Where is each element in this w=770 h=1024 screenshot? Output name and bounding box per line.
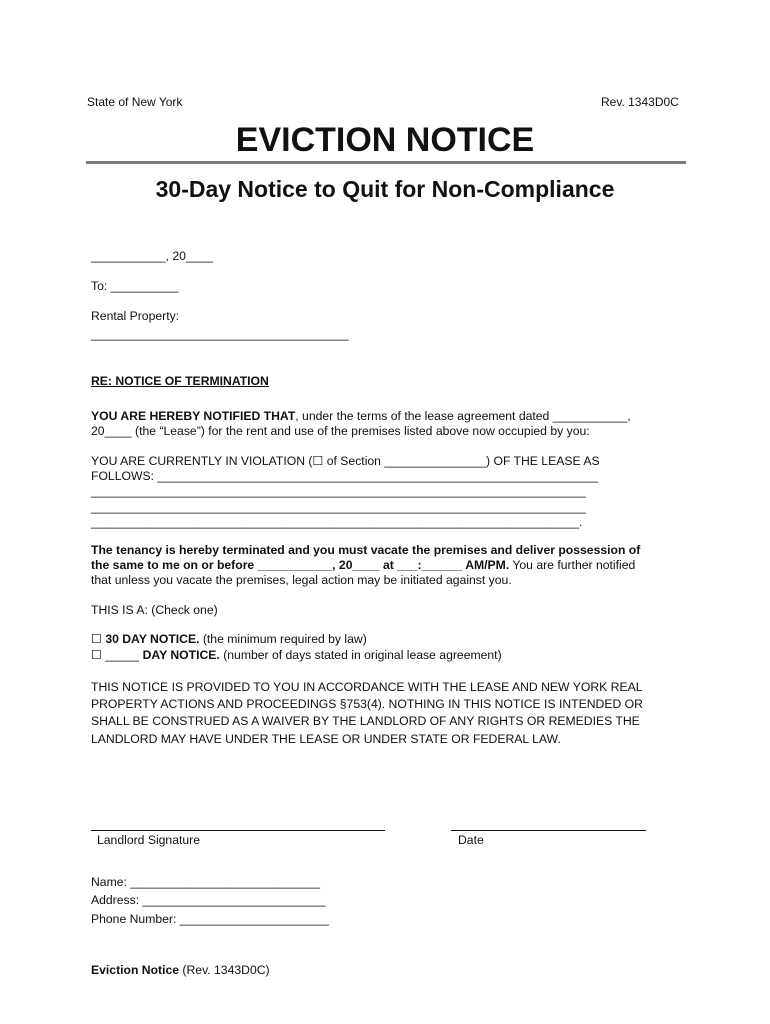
- footer: [91, 963, 270, 978]
- phone-field[interactable]: Phone Number: ______________________: [91, 912, 329, 926]
- revision-label: Rev. 1343D0C: [601, 95, 679, 109]
- option-30-day-label: 30 DAY NOTICE.: [105, 632, 200, 646]
- checkbox-icon[interactable]: ☐: [91, 632, 106, 646]
- violation-line-5: ________________________________________________________________________.: [91, 515, 583, 529]
- tenancy-line-3: that unless you vacate the premises, legal action may be initiated against you.: [91, 573, 512, 587]
- date-signature-line[interactable]: [451, 830, 646, 831]
- tenancy-rest: You are further notified: [509, 558, 636, 572]
- option-30-day[interactable]: [91, 632, 367, 647]
- option-custom-day-note: (number of days stated in original lease agreement): [219, 648, 502, 662]
- check-one-label: THIS IS A: (Check one): [91, 603, 218, 617]
- page-title: EVICTION NOTICE: [235, 121, 535, 159]
- legal-line-1: THIS NOTICE IS PROVIDED TO YOU IN ACCORDANCE WITH THE LEASE AND NEW YORK REAL: [91, 680, 643, 694]
- footer-title: Eviction Notice: [91, 963, 180, 977]
- footer-revision: (Rev. 1343D0C): [179, 963, 270, 977]
- legal-line-2: PROPERTY ACTIONS AND PROCEEDINGS §753(4). NOTHING IN THIS NOTICE IS INTENDED OR: [91, 697, 643, 711]
- notified-bold: YOU ARE HEREBY NOTIFIED THAT: [91, 409, 296, 423]
- date-label: Date: [458, 833, 484, 847]
- option-30-day-note: (the minimum required by law): [199, 632, 367, 646]
- re-heading: RE: NOTICE OF TERMINATION: [91, 374, 269, 388]
- violation-line-2: FOLLOWS: _________________________________________________________________: [91, 469, 598, 483]
- option-custom-day[interactable]: [91, 648, 502, 663]
- violation-line-1: YOU ARE CURRENTLY IN VIOLATION (☐ of Section _______________) OF THE LEASE AS: [91, 454, 600, 468]
- address-field[interactable]: Address: ___________________________: [91, 893, 326, 907]
- state-label: State of New York: [87, 95, 183, 109]
- to-line: To: __________: [91, 279, 179, 293]
- tenancy-deadline: the same to me on or before ___________, 20____ at ___:______ AM/PM.: [91, 558, 510, 572]
- notified-line-2: 20____ (the “Lease”) for the rent and use of the premises listed above now occupied by you:: [91, 424, 590, 438]
- name-field[interactable]: Name: ____________________________: [91, 875, 321, 889]
- notified-line-1: [91, 409, 631, 424]
- legal-line-4: LANDLORD MAY HAVE UNDER THE LEASE OR UNDER STATE OR FEDERAL LAW.: [91, 732, 561, 746]
- landlord-signature-line[interactable]: [91, 830, 385, 831]
- title-rule: [86, 161, 686, 164]
- violation-line-3: _________________________________________________________________________: [91, 484, 586, 498]
- rental-property-label: Rental Property:: [91, 309, 180, 323]
- date-line: ___________, 20____: [91, 249, 213, 263]
- rental-property-blank: ______________________________________: [91, 327, 349, 341]
- landlord-signature-label: Landlord Signature: [97, 833, 200, 847]
- option-custom-day-label: DAY NOTICE.: [142, 648, 220, 662]
- violation-line-4: _________________________________________________________________________: [91, 500, 586, 514]
- tenancy-line-1: The tenancy is hereby terminated and you must vacate the premises and deliver possession of: [91, 543, 641, 557]
- page-subtitle: 30-Day Notice to Quit for Non-Compliance: [155, 176, 615, 202]
- checkbox-icon[interactable]: ☐ _____: [91, 648, 143, 662]
- notified-rest: , under the terms of the lease agreement dated ___________,: [295, 409, 631, 423]
- tenancy-line-2: [91, 558, 635, 573]
- legal-line-3: SHALL BE CONSTRUED AS A WAIVER BY THE LANDLORD OF ANY RIGHTS OR REMEDIES THE: [91, 714, 640, 728]
